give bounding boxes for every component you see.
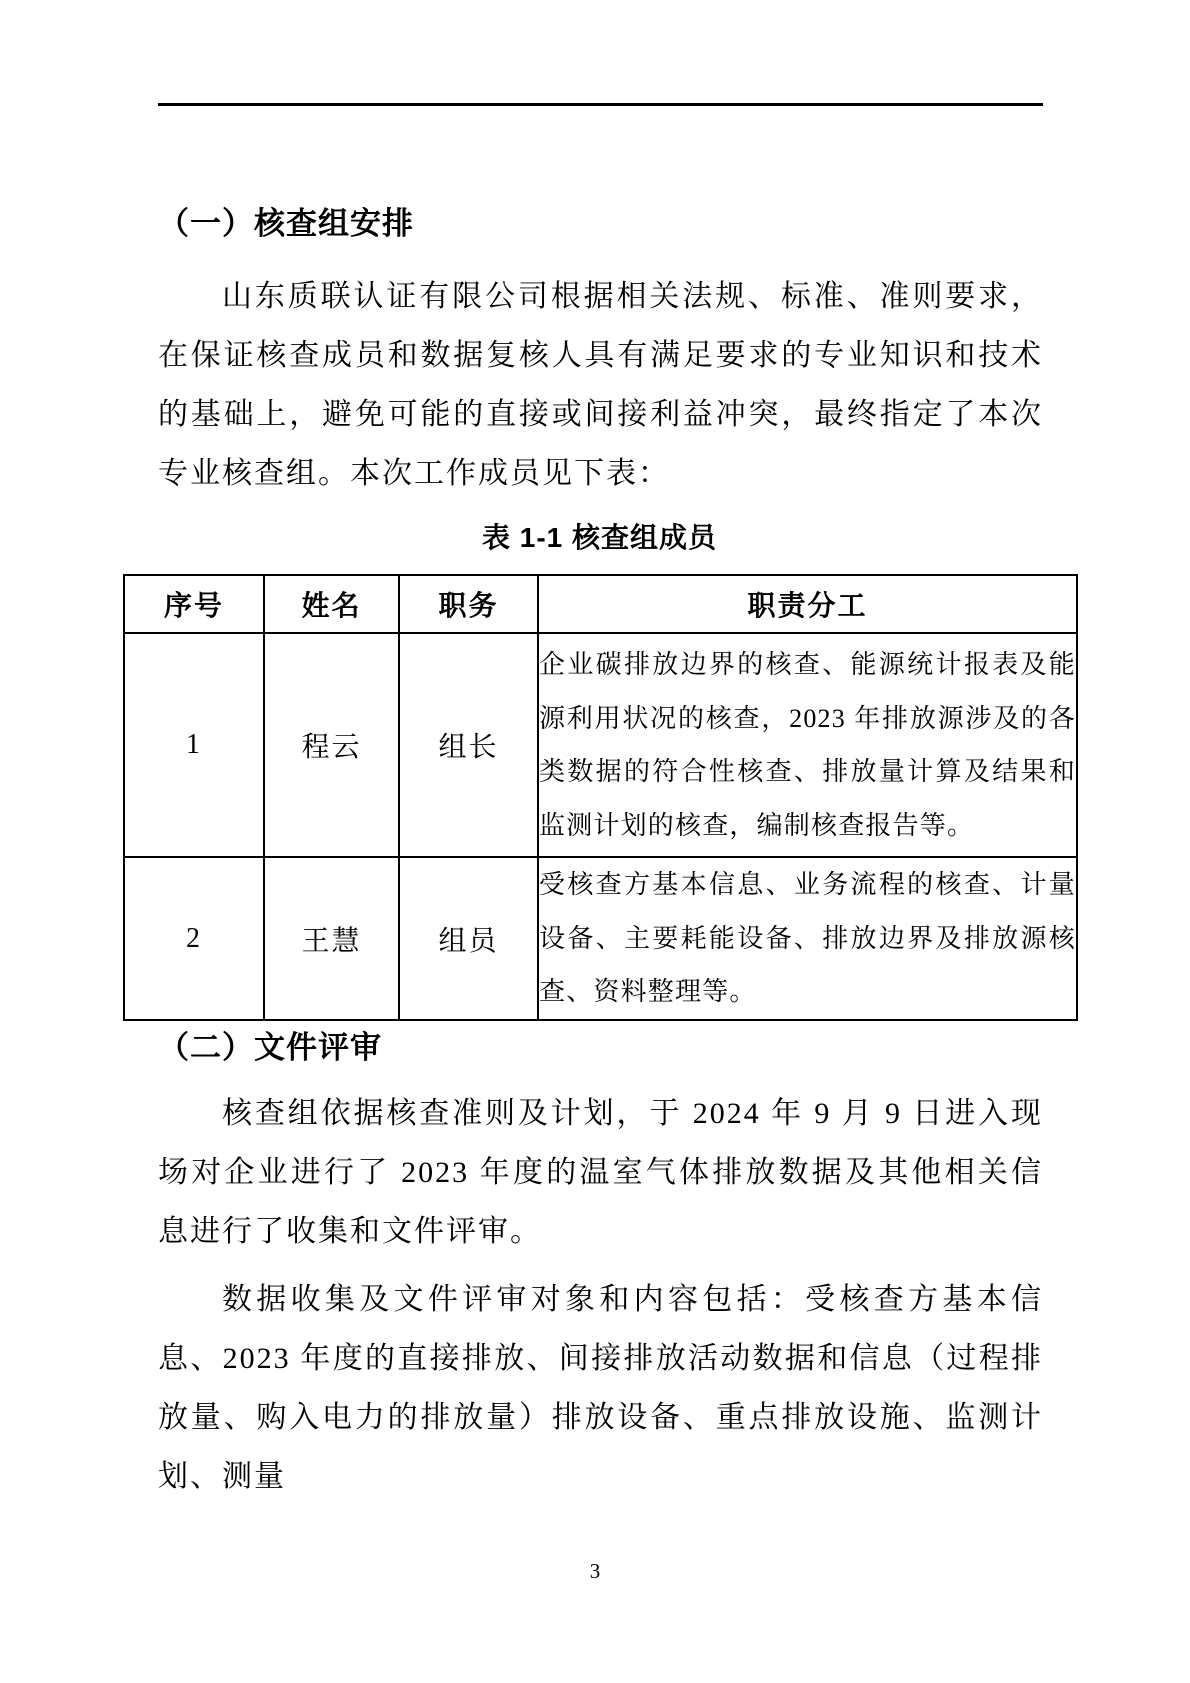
table-header-name: 姓名	[264, 575, 399, 633]
cell-duty: 企业碳排放边界的核查、能源统计报表及能源利用状况的核查，2023 年排放源涉及的各类数据的符合性核查、排放量计算及结果和监测计划的核查，编制核查报告等。	[538, 633, 1077, 857]
table-row	[124, 633, 1077, 857]
cell-no: 2	[124, 857, 264, 1020]
team-table	[123, 574, 1078, 1021]
cell-name: 王慧	[264, 857, 399, 1020]
cell-name: 程云	[264, 633, 399, 857]
cell-role: 组长	[399, 633, 538, 857]
table-header-duty: 职责分工	[538, 575, 1077, 633]
cell-no: 1	[124, 633, 264, 857]
section-heading-document-review: （二）文件评审	[158, 1030, 382, 1065]
header-rule	[158, 103, 1043, 106]
page-number: 3	[589, 1559, 601, 1583]
paragraph-document-review-2: 数据收集及文件评审对象和内容包括：受核查方基本信息、2023 年度的直接排放、间接排放活动数据和信息（过程排放量、购入电力的排放量）排放设备、重点排放设施、监测计划、测量	[158, 1283, 1043, 1493]
table-title: 表 1-1 核查组成员	[481, 522, 718, 553]
section-heading-team-arrangement: （一）核查组安排	[158, 206, 414, 241]
table-header-row	[124, 575, 1077, 633]
paragraph-document-review-1: 核查组依据核查准则及计划，于 2024 年 9 月 9 日进入现场对企业进行了 2023 年度的温室气体排放数据及其他相关信息进行了收集和文件评审。	[158, 1097, 1043, 1248]
table-header-no: 序号	[124, 575, 264, 633]
cell-duty: 受核查方基本信息、业务流程的核查、计量设备、主要耗能设备、排放边界及排放源核查、资料整理等。	[538, 857, 1077, 1020]
table-header-role: 职务	[399, 575, 538, 633]
table-row	[124, 857, 1077, 1020]
paragraph-team-arrangement: 山东质联认证有限公司根据相关法规、标准、准则要求，在保证核查成员和数据复核人具有满足要求的专业知识和技术的基础上，避免可能的直接或间接利益冲突，最终指定了本次专业核查组。本次工作成员见下表：	[158, 280, 1043, 490]
cell-role: 组员	[399, 857, 538, 1020]
